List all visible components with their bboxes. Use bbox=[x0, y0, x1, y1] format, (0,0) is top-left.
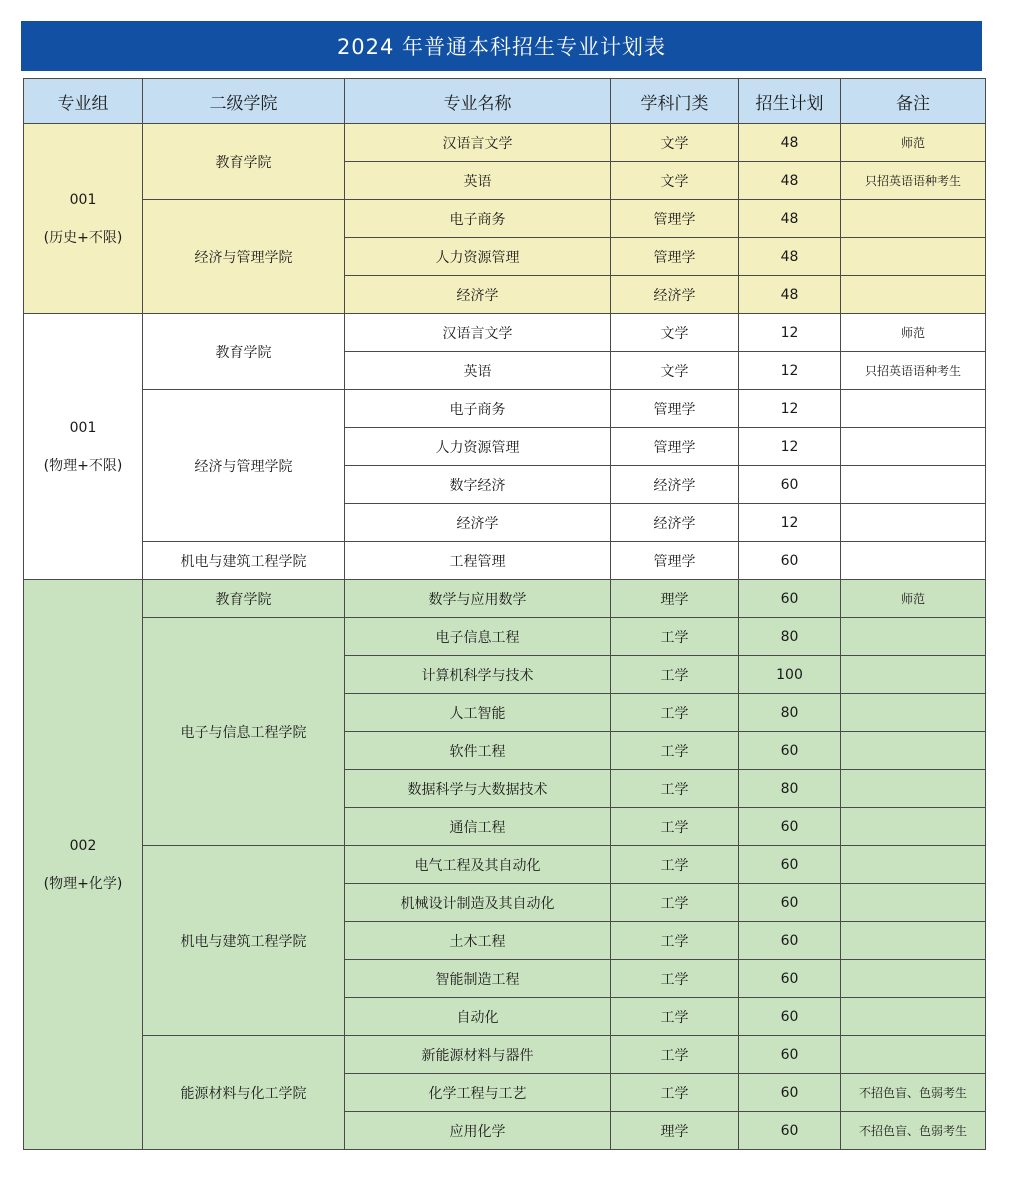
major-name-cell: 应用化学 bbox=[345, 1112, 611, 1150]
note-cell bbox=[841, 390, 986, 428]
major-group-code: 002 bbox=[69, 837, 97, 854]
table-row bbox=[24, 200, 986, 238]
note-cell bbox=[841, 428, 986, 466]
table-header-row bbox=[24, 79, 986, 124]
plan-cell: 12 bbox=[739, 428, 841, 466]
table-row bbox=[24, 124, 986, 162]
major-name-cell: 英语 bbox=[345, 162, 611, 200]
major-name-cell: 数字经济 bbox=[345, 466, 611, 504]
table-row bbox=[24, 618, 986, 656]
major-name-cell: 化学工程与工艺 bbox=[345, 1074, 611, 1112]
major-name-cell: 机械设计制造及其自动化 bbox=[345, 884, 611, 922]
note-cell bbox=[841, 884, 986, 922]
category-cell: 管理学 bbox=[611, 200, 739, 238]
note-cell bbox=[841, 808, 986, 846]
plan-cell: 12 bbox=[739, 390, 841, 428]
table-row bbox=[24, 846, 986, 884]
category-cell: 工学 bbox=[611, 884, 739, 922]
table-body bbox=[24, 124, 986, 1150]
category-cell: 工学 bbox=[611, 808, 739, 846]
plan-cell: 60 bbox=[739, 466, 841, 504]
major-name-cell: 数据科学与大数据技术 bbox=[345, 770, 611, 808]
plan-cell: 60 bbox=[739, 542, 841, 580]
college-cell: 能源材料与化工学院 bbox=[143, 1036, 345, 1150]
category-cell: 管理学 bbox=[611, 238, 739, 276]
note-cell bbox=[841, 846, 986, 884]
header-category: 学科门类 bbox=[611, 79, 739, 124]
note-cell: 只招英语语种考生 bbox=[841, 352, 986, 390]
category-cell: 管理学 bbox=[611, 428, 739, 466]
category-cell: 工学 bbox=[611, 922, 739, 960]
category-cell: 工学 bbox=[611, 1036, 739, 1074]
note-cell: 不招色盲、色弱考生 bbox=[841, 1112, 986, 1150]
plan-cell: 80 bbox=[739, 694, 841, 732]
major-name-cell: 电子商务 bbox=[345, 390, 611, 428]
note-cell: 师范 bbox=[841, 314, 986, 352]
college-cell: 教育学院 bbox=[143, 580, 345, 618]
note-cell bbox=[841, 200, 986, 238]
category-cell: 工学 bbox=[611, 694, 739, 732]
category-cell: 文学 bbox=[611, 162, 739, 200]
major-name-cell: 计算机科学与技术 bbox=[345, 656, 611, 694]
plan-cell: 60 bbox=[739, 1074, 841, 1112]
category-cell: 经济学 bbox=[611, 466, 739, 504]
major-name-cell: 人工智能 bbox=[345, 694, 611, 732]
note-cell bbox=[841, 1036, 986, 1074]
major-name-cell: 人力资源管理 bbox=[345, 428, 611, 466]
major-name-cell: 人力资源管理 bbox=[345, 238, 611, 276]
plan-cell: 60 bbox=[739, 808, 841, 846]
major-name-cell: 土木工程 bbox=[345, 922, 611, 960]
header-college: 二级学院 bbox=[143, 79, 345, 124]
category-cell: 文学 bbox=[611, 124, 739, 162]
college-cell: 经济与管理学院 bbox=[143, 390, 345, 542]
note-cell bbox=[841, 276, 986, 314]
plan-cell: 80 bbox=[739, 770, 841, 808]
major-name-cell: 汉语言文学 bbox=[345, 314, 611, 352]
plan-cell: 12 bbox=[739, 352, 841, 390]
major-group-code: 001 bbox=[69, 191, 97, 208]
plan-cell: 60 bbox=[739, 732, 841, 770]
major-group-subjects: (物理+化学) bbox=[43, 875, 123, 892]
plan-cell: 12 bbox=[739, 504, 841, 542]
major-name-cell: 工程管理 bbox=[345, 542, 611, 580]
major-name-cell: 软件工程 bbox=[345, 732, 611, 770]
header-plan: 招生计划 bbox=[739, 79, 841, 124]
header-note: 备注 bbox=[841, 79, 986, 124]
plan-cell: 48 bbox=[739, 162, 841, 200]
category-cell: 工学 bbox=[611, 770, 739, 808]
enrollment-plan-table bbox=[23, 78, 986, 1150]
college-cell: 教育学院 bbox=[143, 124, 345, 200]
major-name-cell: 电气工程及其自动化 bbox=[345, 846, 611, 884]
category-cell: 经济学 bbox=[611, 276, 739, 314]
major-group-subjects: (历史+不限) bbox=[43, 229, 123, 246]
major-name-cell: 汉语言文学 bbox=[345, 124, 611, 162]
note-cell bbox=[841, 542, 986, 580]
plan-cell: 48 bbox=[739, 200, 841, 238]
category-cell: 管理学 bbox=[611, 390, 739, 428]
plan-cell: 12 bbox=[739, 314, 841, 352]
major-group-code: 001 bbox=[69, 419, 97, 436]
plan-cell: 80 bbox=[739, 618, 841, 656]
category-cell: 工学 bbox=[611, 960, 739, 998]
plan-cell: 60 bbox=[739, 580, 841, 618]
note-cell bbox=[841, 922, 986, 960]
note-cell: 只招英语语种考生 bbox=[841, 162, 986, 200]
table-row bbox=[24, 580, 986, 618]
plan-cell: 60 bbox=[739, 1036, 841, 1074]
major-name-cell: 智能制造工程 bbox=[345, 960, 611, 998]
category-cell: 工学 bbox=[611, 1074, 739, 1112]
major-name-cell: 电子商务 bbox=[345, 200, 611, 238]
major-name-cell: 电子信息工程 bbox=[345, 618, 611, 656]
college-cell: 机电与建筑工程学院 bbox=[143, 542, 345, 580]
note-cell: 师范 bbox=[841, 580, 986, 618]
note-cell: 师范 bbox=[841, 124, 986, 162]
note-cell bbox=[841, 770, 986, 808]
major-group-cell bbox=[24, 314, 143, 580]
major-name-cell: 自动化 bbox=[345, 998, 611, 1036]
plan-cell: 48 bbox=[739, 238, 841, 276]
plan-cell: 60 bbox=[739, 846, 841, 884]
category-cell: 工学 bbox=[611, 846, 739, 884]
note-cell: 不招色盲、色弱考生 bbox=[841, 1074, 986, 1112]
major-group-subjects: (物理+不限) bbox=[43, 457, 123, 474]
major-name-cell: 新能源材料与器件 bbox=[345, 1036, 611, 1074]
category-cell: 工学 bbox=[611, 618, 739, 656]
category-cell: 理学 bbox=[611, 1112, 739, 1150]
plan-cell: 100 bbox=[739, 656, 841, 694]
plan-cell: 48 bbox=[739, 124, 841, 162]
note-cell bbox=[841, 960, 986, 998]
header-major-name: 专业名称 bbox=[345, 79, 611, 124]
plan-cell: 60 bbox=[739, 1112, 841, 1150]
table-row bbox=[24, 542, 986, 580]
category-cell: 工学 bbox=[611, 656, 739, 694]
college-cell: 教育学院 bbox=[143, 314, 345, 390]
college-cell: 经济与管理学院 bbox=[143, 200, 345, 314]
note-cell bbox=[841, 656, 986, 694]
category-cell: 文学 bbox=[611, 352, 739, 390]
note-cell bbox=[841, 466, 986, 504]
college-cell: 电子与信息工程学院 bbox=[143, 618, 345, 846]
plan-cell: 60 bbox=[739, 960, 841, 998]
table-row bbox=[24, 314, 986, 352]
note-cell bbox=[841, 504, 986, 542]
category-cell: 工学 bbox=[611, 998, 739, 1036]
major-name-cell: 经济学 bbox=[345, 504, 611, 542]
category-cell: 文学 bbox=[611, 314, 739, 352]
category-cell: 管理学 bbox=[611, 542, 739, 580]
page-title: 2024 年普通本科招生专业计划表 bbox=[21, 21, 982, 71]
plan-cell: 60 bbox=[739, 884, 841, 922]
major-group-cell bbox=[24, 124, 143, 314]
note-cell bbox=[841, 694, 986, 732]
major-name-cell: 经济学 bbox=[345, 276, 611, 314]
plan-cell: 60 bbox=[739, 998, 841, 1036]
note-cell bbox=[841, 732, 986, 770]
plan-cell: 60 bbox=[739, 922, 841, 960]
category-cell: 经济学 bbox=[611, 504, 739, 542]
note-cell bbox=[841, 998, 986, 1036]
table-row bbox=[24, 1036, 986, 1074]
table-row bbox=[24, 390, 986, 428]
note-cell bbox=[841, 618, 986, 656]
major-name-cell: 通信工程 bbox=[345, 808, 611, 846]
major-name-cell: 英语 bbox=[345, 352, 611, 390]
category-cell: 理学 bbox=[611, 580, 739, 618]
header-major-group: 专业组 bbox=[24, 79, 143, 124]
category-cell: 工学 bbox=[611, 732, 739, 770]
major-group-cell bbox=[24, 580, 143, 1150]
note-cell bbox=[841, 238, 986, 276]
plan-cell: 48 bbox=[739, 276, 841, 314]
college-cell: 机电与建筑工程学院 bbox=[143, 846, 345, 1036]
major-name-cell: 数学与应用数学 bbox=[345, 580, 611, 618]
